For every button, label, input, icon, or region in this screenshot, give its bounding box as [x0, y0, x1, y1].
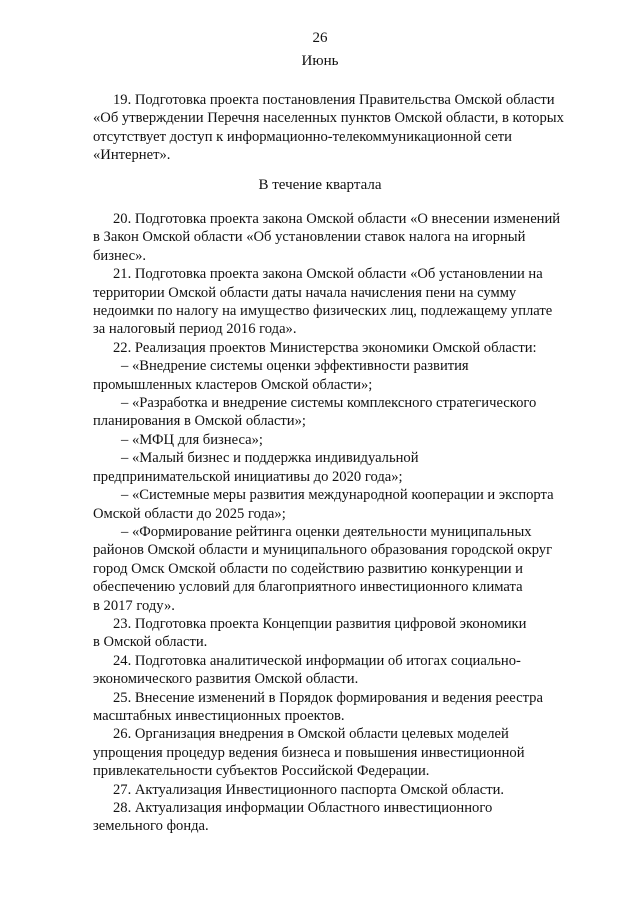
- text-line: «Интернет».: [93, 147, 171, 164]
- text-line: 24. Подготовка аналитической информации об итогах социально-: [113, 652, 521, 669]
- text-line: предпринимательской инициативы до 2020 года»;: [93, 468, 403, 485]
- text-line: – «Разработка и внедрение системы комплексного стратегического: [121, 395, 537, 412]
- items-list: [93, 210, 588, 836]
- text-line: Омской области до 2025 года»;: [93, 505, 286, 522]
- text-line: в Омской области.: [93, 634, 208, 651]
- text-line: недоимки по налогу на имущество физических лиц, подлежащему уплате: [93, 303, 553, 320]
- text-line: 22. Реализация проектов Министерства экономики Омской области:: [113, 339, 537, 356]
- text-line: отсутствует доступ к информационно-телекоммуникационной сети: [93, 128, 512, 145]
- text-line: упрощения процедур ведения бизнеса и повышения инвестиционной: [93, 744, 525, 761]
- text-line: промышленных кластеров Омской области»;: [93, 376, 373, 393]
- text-line: – «Малый бизнес и поддержка индивидуальной: [121, 450, 419, 467]
- text-line: в Закон Омской области «Об установлении ставок налога на игорный: [93, 229, 526, 246]
- text-line: 27. Актуализация Инвестиционного паспорта Омской области.: [113, 781, 505, 798]
- text-line: 19. Подготовка проекта постановления Правительства Омской области: [113, 92, 555, 108]
- text-line: планирования в Омской области»;: [93, 413, 306, 430]
- text-line: – «МФЦ для бизнеса»;: [121, 431, 263, 448]
- section-heading: В течение квартала: [258, 177, 382, 193]
- text-line: обеспечению условий для благоприятного инвестиционного климата: [93, 579, 523, 596]
- text-line: масштабных инвестиционных проектов.: [93, 707, 345, 724]
- text-line: 20. Подготовка проекта закона Омской области «О внесении изменений: [113, 211, 561, 227]
- text-line: «Об утверждении Перечня населенных пунктов Омской области, в которых: [93, 110, 564, 127]
- text-line: 25. Внесение изменений в Порядок формирования и ведения реестра: [113, 689, 543, 706]
- text-line: за налоговый период 2016 года».: [93, 321, 297, 338]
- text-line: – «Внедрение системы оценки эффективности развития: [121, 358, 469, 375]
- text-line: привлекательности субъектов Российской Федерации.: [93, 763, 430, 780]
- text-line: в 2017 году».: [93, 597, 175, 614]
- text-line: бизнес».: [93, 247, 147, 264]
- item-19-paragraph: [93, 91, 588, 165]
- text-line: земельного фонда.: [93, 818, 209, 835]
- page-number: 26: [312, 30, 328, 46]
- text-line: экономического развития Омской области.: [93, 671, 359, 688]
- text-line: 23. Подготовка проекта Концепции развития цифровой экономики: [113, 615, 527, 632]
- text-line: 26. Организация внедрения в Омской области целевых моделей: [113, 726, 509, 743]
- month-heading: Июнь: [301, 53, 339, 69]
- text-line: территории Омской области даты начала начисления пени на сумму: [93, 284, 517, 301]
- text-line: районов Омской области и муниципального образования городской округ: [93, 542, 553, 559]
- text-line: 21. Подготовка проекта закона Омской области «Об установлении на: [113, 266, 543, 283]
- text-line: 28. Актуализация информации Областного инвестиционного: [113, 800, 493, 816]
- text-line: – «Системные меры развития международной кооперации и экспорта: [121, 487, 554, 504]
- text-line: – «Формирование рейтинга оценки деятельности муниципальных: [121, 523, 532, 540]
- text-line: город Омск Омской области по содействию развитию конкуренции и: [93, 560, 523, 577]
